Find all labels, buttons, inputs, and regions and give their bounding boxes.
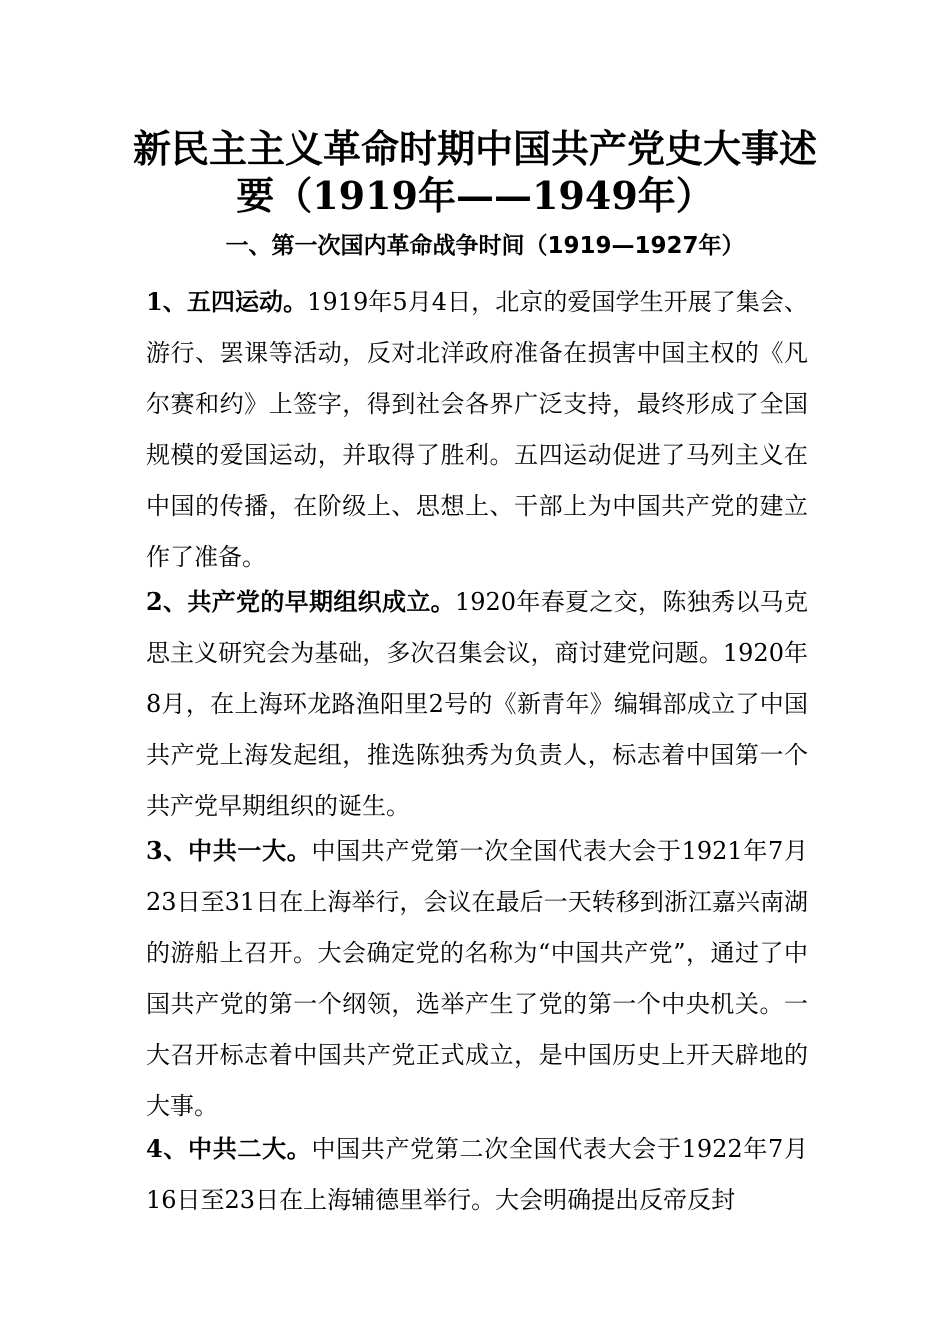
paragraph-heading: 2、共产党的早期组织成立。: [146, 587, 455, 616]
paragraph-body: 1920年春夏之交，陈独秀以马克思主义研究会为基础，多次召集会议，商讨建党问题。1920年8月，在上海环龙路渔阳里2号的《新青年》编辑部成立了中国共产党上海发起组，推选陈独秀为负责人，标志着中国第一个共产党早期组织的诞生。: [146, 588, 809, 820]
paragraph-body: 1919年5月4日，北京的爱国学生开展了集会、游行、罢课等活动，反对北洋政府准备在损害中国主权的《凡尔赛和约》上签字，得到社会各界广泛支持，最终形成了全国规模的爱国运动，并取得了胜利。五四运动促进了马列主义在中国的传播，在阶级上、思想上、干部上为中国共产党的建立作了准备。: [146, 288, 808, 571]
section-heading: 一、第一次国内革命战争时间（1919—1927年）: [225, 233, 745, 259]
paragraph-first-congress: [146, 825, 808, 1132]
paragraph-heading: 3、中共一大。: [146, 836, 312, 865]
paragraph-second-congress: [146, 1123, 808, 1226]
document-title-line-1: 新民主主义革命时期中国共产党史大事述: [132, 126, 817, 171]
paragraph-early-organization: [146, 576, 808, 832]
paragraph-heading: 4、中共二大。: [146, 1134, 312, 1163]
paragraph-may-fourth: [146, 276, 808, 583]
paragraph-body: 中国共产党第二次全国代表大会于1922年7月16日至23日在上海辅德里举行。大会明确提出反帝反封: [146, 1135, 808, 1214]
paragraph-heading: 1、五四运动。: [146, 287, 308, 316]
paragraph-body: 中国共产党第一次全国代表大会于1921年7月23日至31日在上海举行，会议在最后一天转移到浙江嘉兴南湖的游船上召开。大会确定党的名称为“中国共产党”，通过了中国共产党的第一个纲领，选举产生了党的第一个中央机关。一大召开标志着中国共产党正式成立，是中国历史上开天辟地的大事。: [146, 837, 808, 1120]
document-title-line-2: 要（1919年——1949年）: [236, 173, 714, 218]
